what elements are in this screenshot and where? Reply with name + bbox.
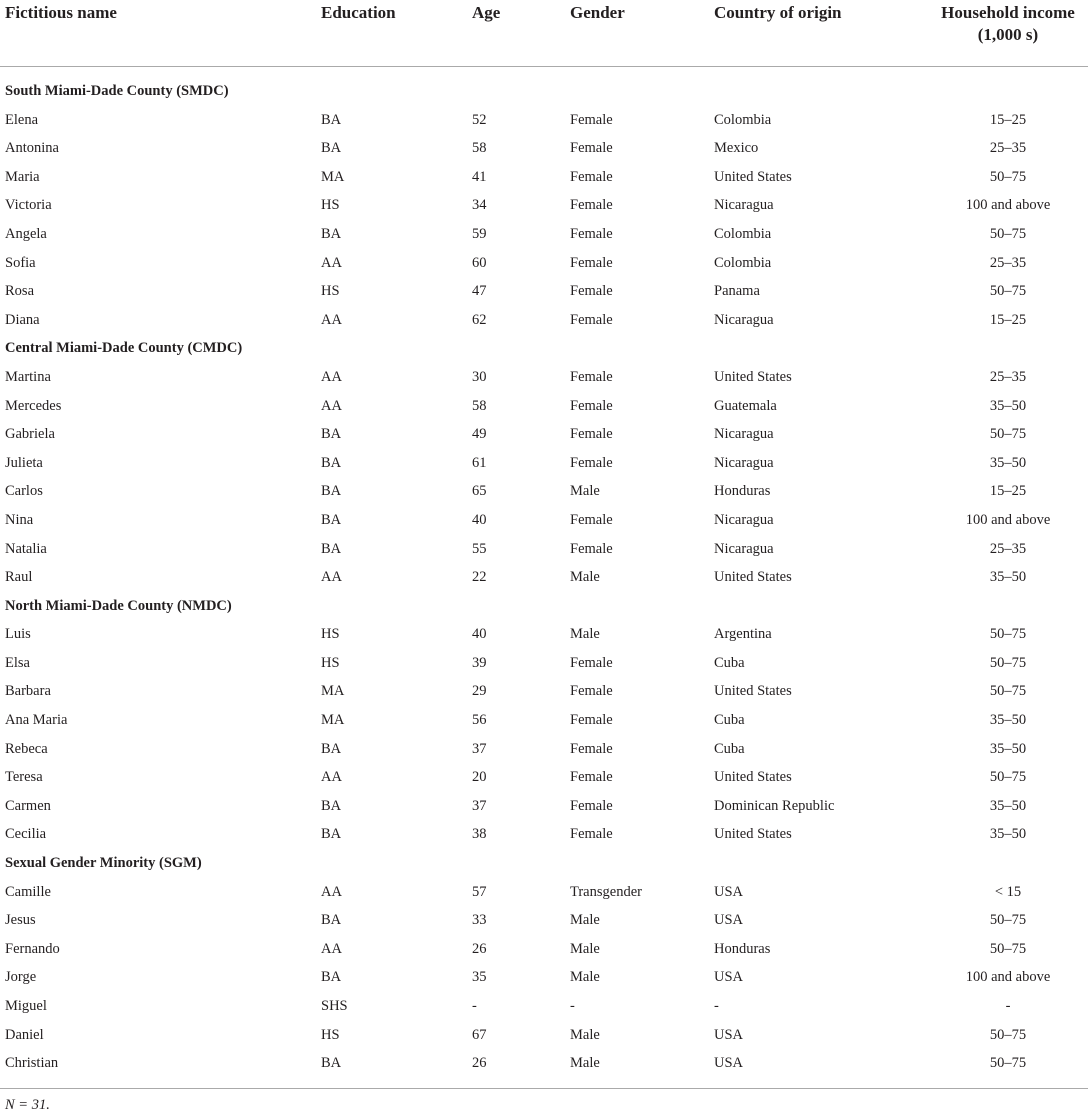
cell-age: 22 bbox=[472, 569, 487, 586]
table-row bbox=[0, 306, 1092, 335]
table-row bbox=[0, 249, 1092, 278]
cell-age: 52 bbox=[472, 111, 487, 128]
cell-gender: Male bbox=[570, 1055, 600, 1072]
cell-country: Panama bbox=[714, 283, 760, 300]
cell-name: Miguel bbox=[5, 998, 47, 1014]
cell-education: BA bbox=[321, 1055, 342, 1072]
cell-gender: Female bbox=[570, 654, 613, 671]
section-title: Central Miami-Dade County (CMDC) bbox=[5, 340, 243, 357]
cell-name: Elsa bbox=[5, 654, 30, 671]
cell-education: BA bbox=[321, 826, 342, 843]
cell-country: United States bbox=[714, 569, 792, 586]
cell-age: 37 bbox=[472, 797, 487, 814]
table-row bbox=[0, 477, 1092, 506]
cell-income: 35–50 bbox=[989, 454, 1027, 471]
cell-name: Carmen bbox=[5, 797, 51, 814]
cell-income: 50–75 bbox=[989, 1055, 1027, 1072]
cell-age: 59 bbox=[472, 225, 487, 242]
cell-education: AA bbox=[321, 940, 342, 957]
cell-income: 25–35 bbox=[989, 540, 1027, 557]
table-row bbox=[0, 820, 1092, 849]
cell-name: Jorge bbox=[5, 969, 37, 986]
cell-gender: Female bbox=[570, 225, 613, 242]
cell-country: Colombia bbox=[714, 111, 772, 128]
cell-income: 50–75 bbox=[989, 283, 1027, 300]
table-row bbox=[0, 677, 1092, 706]
cell-country: United States bbox=[714, 368, 792, 385]
cell-country: Cuba bbox=[714, 654, 745, 671]
cell-country: Honduras bbox=[714, 483, 771, 500]
cell-age: 56 bbox=[472, 712, 487, 729]
cell-gender: Male bbox=[570, 626, 600, 643]
cell-education: AA bbox=[321, 569, 342, 586]
cell-country: United States bbox=[714, 683, 792, 700]
section-header-row bbox=[0, 77, 1092, 106]
cell-education: BA bbox=[321, 797, 342, 814]
cell-gender: Transgender bbox=[570, 883, 642, 900]
cell-name: Raul bbox=[5, 569, 33, 586]
cell-education: HS bbox=[321, 283, 340, 300]
cell-name: Barbara bbox=[5, 683, 51, 700]
cell-income: 25–35 bbox=[989, 368, 1027, 385]
cell-name: Angela bbox=[5, 225, 47, 242]
cell-income: 15–25 bbox=[989, 311, 1027, 328]
cell-age: - bbox=[472, 998, 477, 1014]
table-row bbox=[0, 563, 1092, 592]
cell-name: Diana bbox=[5, 311, 40, 328]
section-title: North Miami-Dade County (NMDC) bbox=[5, 597, 232, 614]
section-header-row bbox=[0, 849, 1092, 878]
table-header bbox=[0, 0, 1092, 66]
cell-age: 58 bbox=[472, 397, 487, 414]
cell-age: 29 bbox=[472, 683, 487, 700]
cell-income: 35–50 bbox=[989, 569, 1027, 586]
table-row bbox=[0, 1049, 1092, 1078]
cell-name: Cecilia bbox=[5, 826, 47, 843]
cell-education: BA bbox=[321, 540, 342, 557]
cell-education: HS bbox=[321, 197, 340, 214]
cell-name: Maria bbox=[5, 168, 40, 185]
cell-income: 50–75 bbox=[989, 769, 1027, 786]
header-divider bbox=[0, 66, 1088, 67]
table-row bbox=[0, 992, 1092, 1021]
cell-income: 100 and above bbox=[965, 197, 1051, 214]
cell-country: - bbox=[714, 998, 719, 1014]
cell-country: USA bbox=[714, 1055, 744, 1072]
cell-name: Daniel bbox=[5, 1026, 44, 1043]
cell-country: Guatemala bbox=[714, 397, 777, 414]
cell-gender: Female bbox=[570, 197, 613, 214]
header-fictitious-name: Fictitious name bbox=[5, 3, 117, 22]
cell-name: Julieta bbox=[5, 454, 43, 471]
cell-income: 50–75 bbox=[989, 1026, 1027, 1043]
cell-country: Honduras bbox=[714, 940, 771, 957]
table-row bbox=[0, 649, 1092, 678]
cell-income: 50–75 bbox=[989, 912, 1027, 929]
cell-gender: Female bbox=[570, 140, 613, 157]
table-footnote: N = 31. bbox=[5, 1097, 50, 1113]
cell-age: 58 bbox=[472, 140, 487, 157]
cell-income: 25–35 bbox=[989, 254, 1027, 271]
table-row bbox=[0, 392, 1092, 421]
cell-gender: Female bbox=[570, 426, 613, 443]
table-row bbox=[0, 763, 1092, 792]
cell-education: BA bbox=[321, 969, 342, 986]
cell-name: Natalia bbox=[5, 540, 47, 557]
table-bottom-divider bbox=[0, 1088, 1088, 1089]
cell-name: Rebeca bbox=[5, 740, 48, 757]
cell-education: BA bbox=[321, 140, 342, 157]
section-title: Sexual Gender Minority (SGM) bbox=[5, 855, 202, 872]
cell-name: Sofia bbox=[5, 254, 36, 271]
section-header-row bbox=[0, 592, 1092, 621]
cell-country: USA bbox=[714, 969, 744, 986]
cell-name: Rosa bbox=[5, 283, 34, 300]
cell-country: United States bbox=[714, 769, 792, 786]
table-row bbox=[0, 134, 1092, 163]
table-row bbox=[0, 792, 1092, 821]
cell-country: Argentina bbox=[714, 626, 772, 643]
cell-income: 15–25 bbox=[989, 483, 1027, 500]
cell-country: Nicaragua bbox=[714, 454, 774, 471]
cell-country: Colombia bbox=[714, 254, 772, 271]
cell-country: Cuba bbox=[714, 740, 745, 757]
cell-gender: Male bbox=[570, 483, 600, 500]
cell-income: - bbox=[1005, 998, 1011, 1014]
header-household-income bbox=[928, 2, 1088, 46]
table-row bbox=[0, 449, 1092, 478]
cell-income: 50–75 bbox=[989, 654, 1027, 671]
cell-income: 50–75 bbox=[989, 683, 1027, 700]
cell-education: SHS bbox=[321, 998, 348, 1014]
cell-name: Elena bbox=[5, 111, 39, 128]
cell-gender: Female bbox=[570, 769, 613, 786]
cell-country: USA bbox=[714, 912, 744, 929]
cell-gender: Male bbox=[570, 969, 600, 986]
table-row bbox=[0, 1021, 1092, 1050]
cell-age: 65 bbox=[472, 483, 487, 500]
cell-name: Christian bbox=[5, 1055, 59, 1072]
cell-age: 34 bbox=[472, 197, 487, 214]
cell-education: BA bbox=[321, 511, 342, 528]
cell-education: BA bbox=[321, 912, 342, 929]
table-row bbox=[0, 620, 1092, 649]
header-country-of-origin: Country of origin bbox=[714, 3, 842, 22]
cell-name: Antonina bbox=[5, 140, 59, 157]
cell-country: Colombia bbox=[714, 225, 772, 242]
cell-education: MA bbox=[321, 683, 345, 700]
cell-education: AA bbox=[321, 397, 342, 414]
table-row bbox=[0, 363, 1092, 392]
cell-country: United States bbox=[714, 826, 792, 843]
cell-education: BA bbox=[321, 454, 342, 471]
cell-education: HS bbox=[321, 626, 340, 643]
cell-age: 55 bbox=[472, 540, 487, 557]
cell-income: 50–75 bbox=[989, 225, 1027, 242]
table-row bbox=[0, 963, 1092, 992]
cell-education: AA bbox=[321, 883, 342, 900]
cell-age: 67 bbox=[472, 1026, 487, 1043]
cell-gender: Female bbox=[570, 826, 613, 843]
cell-age: 57 bbox=[472, 883, 487, 900]
cell-age: 37 bbox=[472, 740, 487, 757]
table-row bbox=[0, 506, 1092, 535]
cell-education: BA bbox=[321, 426, 342, 443]
cell-education: BA bbox=[321, 740, 342, 757]
cell-income: < 15 bbox=[994, 883, 1022, 900]
cell-gender: Female bbox=[570, 311, 613, 328]
table-row bbox=[0, 935, 1092, 964]
table-row bbox=[0, 420, 1092, 449]
cell-education: AA bbox=[321, 368, 342, 385]
cell-name: Nina bbox=[5, 511, 34, 528]
cell-gender: Female bbox=[570, 712, 613, 729]
cell-age: 40 bbox=[472, 626, 487, 643]
cell-name: Luis bbox=[5, 626, 31, 643]
table-row bbox=[0, 106, 1092, 135]
cell-education: BA bbox=[321, 225, 342, 242]
cell-name: Camille bbox=[5, 883, 51, 900]
cell-age: 41 bbox=[472, 168, 487, 185]
cell-income: 50–75 bbox=[989, 940, 1027, 957]
cell-name: Fernando bbox=[5, 940, 60, 957]
cell-age: 39 bbox=[472, 654, 487, 671]
header-gender: Gender bbox=[570, 3, 625, 22]
cell-gender: Female bbox=[570, 740, 613, 757]
cell-name: Jesus bbox=[5, 912, 36, 929]
header-age: Age bbox=[472, 3, 501, 22]
cell-gender: Female bbox=[570, 540, 613, 557]
cell-age: 33 bbox=[472, 912, 487, 929]
cell-gender: Male bbox=[570, 569, 600, 586]
cell-income: 50–75 bbox=[989, 168, 1027, 185]
cell-gender: Female bbox=[570, 111, 613, 128]
cell-education: MA bbox=[321, 168, 345, 185]
cell-education: HS bbox=[321, 654, 340, 671]
cell-name: Victoria bbox=[5, 197, 52, 214]
cell-country: USA bbox=[714, 883, 744, 900]
cell-income: 100 and above bbox=[965, 511, 1051, 528]
cell-gender: Female bbox=[570, 683, 613, 700]
cell-gender: Male bbox=[570, 912, 600, 929]
cell-age: 60 bbox=[472, 254, 487, 271]
table-row bbox=[0, 277, 1092, 306]
header-income-line2: (1,000 s) bbox=[977, 25, 1039, 44]
cell-income: 100 and above bbox=[965, 969, 1051, 986]
cell-income: 25–35 bbox=[989, 140, 1027, 157]
cell-country: Nicaragua bbox=[714, 540, 774, 557]
cell-name: Ana Maria bbox=[5, 712, 68, 729]
cell-gender: Female bbox=[570, 511, 613, 528]
cell-age: 62 bbox=[472, 311, 487, 328]
cell-age: 35 bbox=[472, 969, 487, 986]
cell-country: Mexico bbox=[714, 140, 759, 157]
table-row bbox=[0, 706, 1092, 735]
cell-education: AA bbox=[321, 254, 342, 271]
cell-age: 20 bbox=[472, 769, 487, 786]
table-row bbox=[0, 191, 1092, 220]
cell-name: Carlos bbox=[5, 483, 43, 500]
cell-name: Teresa bbox=[5, 769, 43, 786]
cell-age: 61 bbox=[472, 454, 487, 471]
cell-education: BA bbox=[321, 111, 342, 128]
cell-gender: Male bbox=[570, 1026, 600, 1043]
cell-income: 50–75 bbox=[989, 626, 1027, 643]
cell-gender: Female bbox=[570, 797, 613, 814]
cell-age: 26 bbox=[472, 1055, 487, 1072]
section-header-row bbox=[0, 334, 1092, 363]
cell-income: 35–50 bbox=[989, 826, 1027, 843]
cell-age: 49 bbox=[472, 426, 487, 443]
cell-age: 40 bbox=[472, 511, 487, 528]
cell-education: AA bbox=[321, 769, 342, 786]
cell-gender: Female bbox=[570, 254, 613, 271]
cell-income: 35–50 bbox=[989, 740, 1027, 757]
cell-country: Nicaragua bbox=[714, 197, 774, 214]
header-income-line1: Household income bbox=[941, 3, 1075, 22]
cell-age: 30 bbox=[472, 368, 487, 385]
cell-income: 35–50 bbox=[989, 797, 1027, 814]
cell-country: Cuba bbox=[714, 712, 745, 729]
cell-education: HS bbox=[321, 1026, 340, 1043]
cell-country: Nicaragua bbox=[714, 426, 774, 443]
cell-education: AA bbox=[321, 311, 342, 328]
cell-income: 35–50 bbox=[989, 712, 1027, 729]
cell-income: 15–25 bbox=[989, 111, 1027, 128]
cell-income: 35–50 bbox=[989, 397, 1027, 414]
cell-gender: Female bbox=[570, 168, 613, 185]
cell-country: Nicaragua bbox=[714, 311, 774, 328]
cell-education: MA bbox=[321, 712, 345, 729]
cell-age: 47 bbox=[472, 283, 487, 300]
table-row bbox=[0, 906, 1092, 935]
cell-country: Dominican Republic bbox=[714, 797, 835, 814]
table-row bbox=[0, 535, 1092, 564]
cell-name: Martina bbox=[5, 368, 51, 385]
cell-gender: Male bbox=[570, 940, 600, 957]
cell-income: 50–75 bbox=[989, 426, 1027, 443]
cell-age: 26 bbox=[472, 940, 487, 957]
table-row bbox=[0, 878, 1092, 907]
cell-name: Mercedes bbox=[5, 397, 62, 414]
cell-gender: Female bbox=[570, 368, 613, 385]
cell-name: Gabriela bbox=[5, 426, 55, 443]
cell-gender: Female bbox=[570, 397, 613, 414]
table-row bbox=[0, 220, 1092, 249]
table-row bbox=[0, 735, 1092, 764]
cell-gender: - bbox=[570, 998, 575, 1014]
cell-country: USA bbox=[714, 1026, 744, 1043]
section-title: South Miami-Dade County (SMDC) bbox=[5, 83, 229, 99]
table-body bbox=[0, 77, 1092, 1078]
cell-country: Nicaragua bbox=[714, 511, 774, 528]
cell-age: 38 bbox=[472, 826, 487, 843]
table-row bbox=[0, 163, 1092, 192]
cell-gender: Female bbox=[570, 283, 613, 300]
cell-education: BA bbox=[321, 483, 342, 500]
header-education: Education bbox=[321, 3, 396, 22]
cell-gender: Female bbox=[570, 454, 613, 471]
cell-country: United States bbox=[714, 168, 792, 185]
